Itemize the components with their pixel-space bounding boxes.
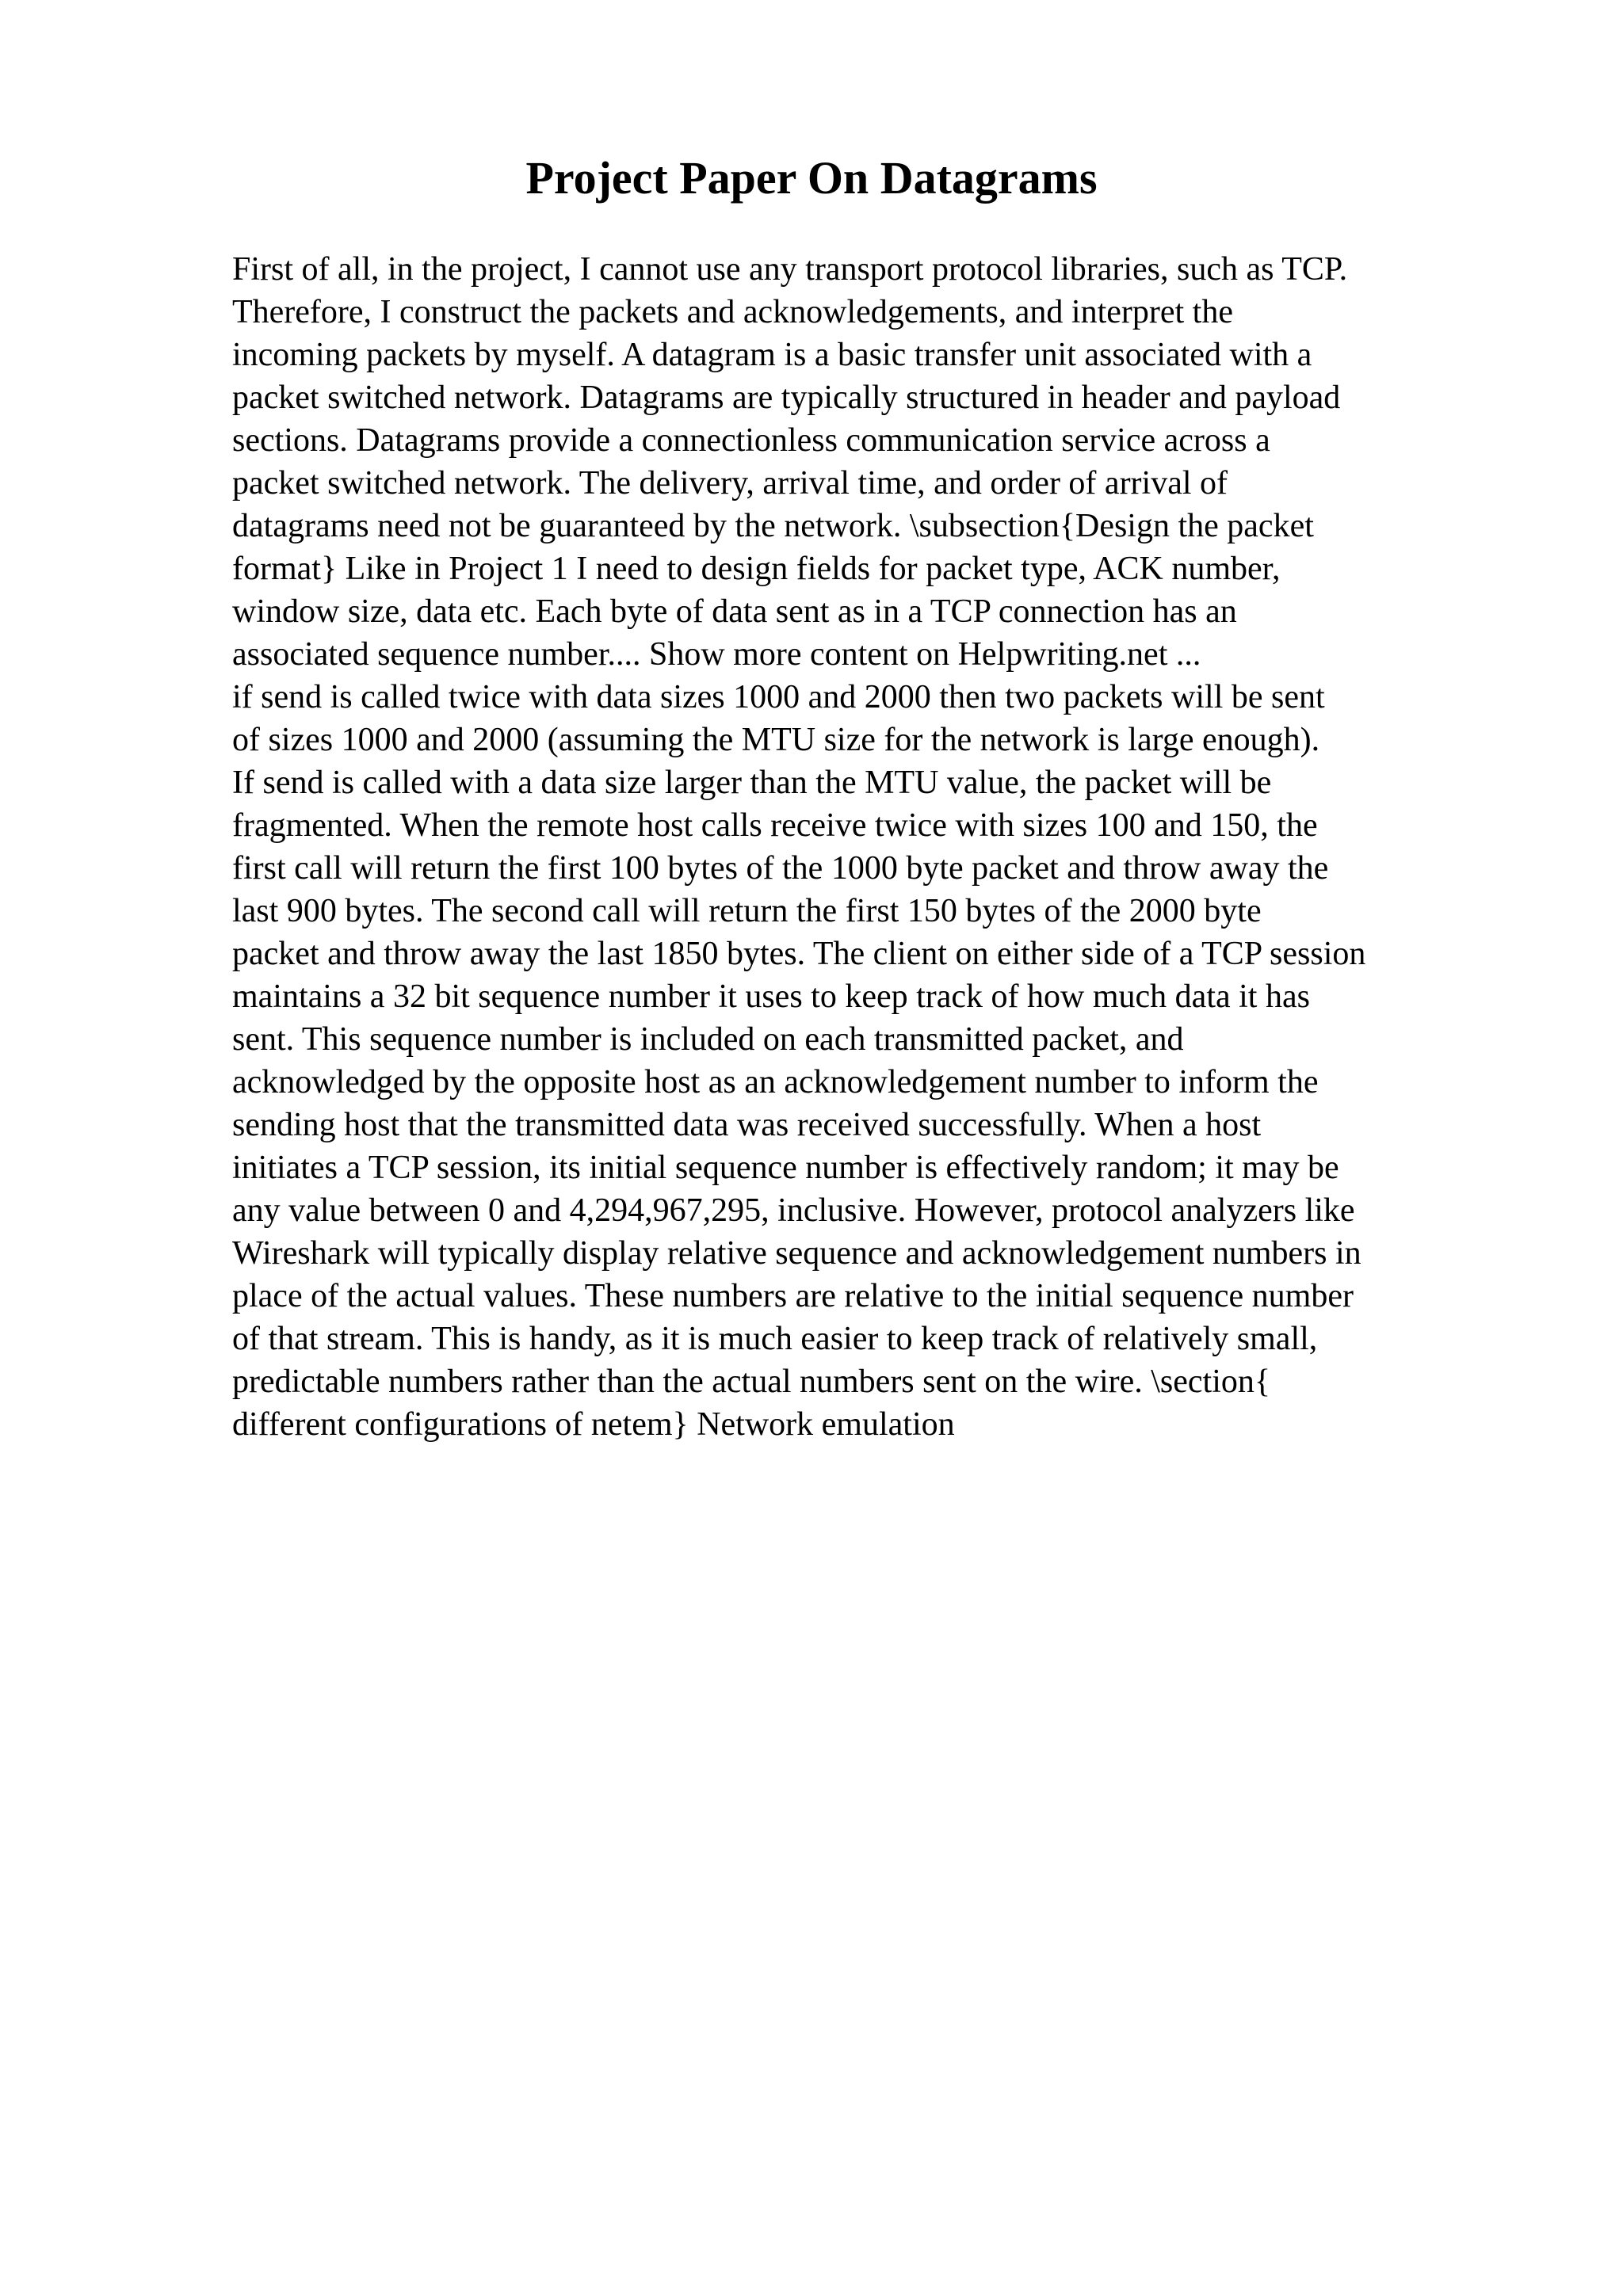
body-line: of that stream. This is handy, as it is much easier to keep track of relatively small,	[232, 1321, 1318, 1357]
document-title: Project Paper On Datagrams	[525, 152, 1098, 204]
body-line: packet switched network. The delivery, arrival time, and order of arrival of	[232, 465, 1228, 502]
body-line: place of the actual values. These numbers are relative to the initial sequence number	[232, 1278, 1354, 1314]
body-line: datagrams need not be guaranteed by the network. \subsection{Design the packet	[232, 508, 1314, 544]
body-line: predictable numbers rather than the actual numbers sent on the wire. \section{	[232, 1363, 1271, 1400]
body-line: incoming packets by myself. A datagram is a basic transfer unit associated with a	[232, 337, 1312, 373]
body-line: acknowledged by the opposite host as an acknowledgement number to inform the	[232, 1064, 1319, 1100]
body-line: packet and throw away the last 1850 bytes. The client on either side of a TCP session	[232, 936, 1366, 972]
body-line: format} Like in Project 1 I need to design fields for packet type, ACK number,	[232, 551, 1281, 587]
body-line: packet switched network. Datagrams are typically structured in header and payload	[232, 379, 1341, 416]
body-line: sections. Datagrams provide a connectionless communication service across a	[232, 422, 1270, 459]
body-line: different configurations of netem} Network emulation	[232, 1406, 955, 1443]
body-line: fragmented. When the remote host calls receive twice with sizes 100 and 150, the	[232, 807, 1318, 844]
body-line: If send is called with a data size larger than the MTU value, the packet will be	[232, 765, 1272, 801]
body-line: window size, data etc. Each byte of data sent as in a TCP connection has an	[232, 593, 1237, 630]
body-line: first call will return the first 100 bytes of the 1000 byte packet and throw away the	[232, 850, 1329, 887]
body-line: initiates a TCP session, its initial sequence number is effectively random; it may be	[232, 1150, 1339, 1186]
body-line: associated sequence number.... Show more content on Helpwriting.net ...	[232, 636, 1201, 673]
body-line: if send is called twice with data sizes 1000 and 2000 then two packets will be sent	[232, 679, 1325, 715]
document-body	[232, 248, 1595, 1446]
body-line: First of all, in the project, I cannot use any transport protocol libraries, such as TCP.	[232, 251, 1348, 288]
body-line: Therefore, I construct the packets and acknowledgements, and interpret the	[232, 294, 1233, 330]
body-line: any value between 0 and 4,294,967,295, inclusive. However, protocol analyzers like	[232, 1192, 1355, 1229]
body-line: sent. This sequence number is included on each transmitted packet, and	[232, 1021, 1184, 1058]
body-line: sending host that the transmitted data was received successfully. When a host	[232, 1107, 1262, 1143]
body-line: of sizes 1000 and 2000 (assuming the MTU size for the network is large enough).	[232, 722, 1320, 758]
body-line: Wireshark will typically display relative sequence and acknowledgement numbers in	[232, 1235, 1361, 1272]
body-line: last 900 bytes. The second call will return the first 150 bytes of the 2000 byte	[232, 893, 1262, 929]
body-line: maintains a 32 bit sequence number it uses to keep track of how much data it has	[232, 978, 1310, 1015]
